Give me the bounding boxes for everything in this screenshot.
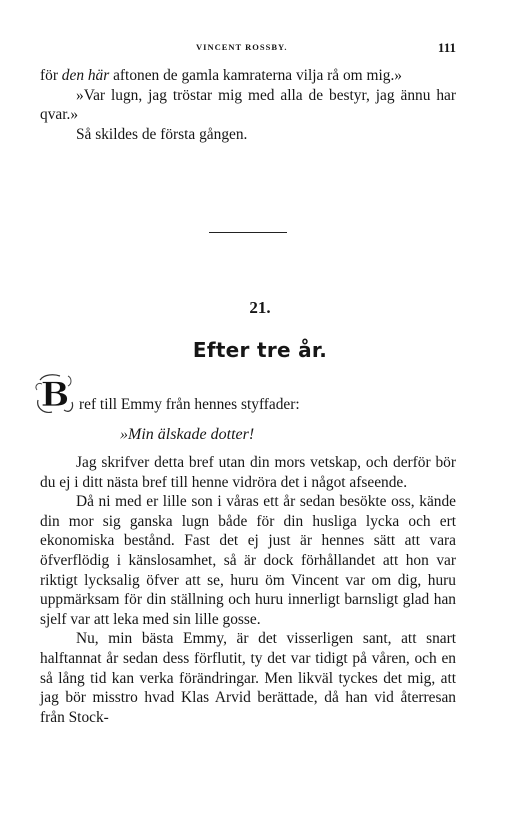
letter-intro: ref till Emmy från hennes styffader: xyxy=(79,396,300,413)
paragraph-end-of-chapter xyxy=(40,66,456,86)
letter-salutation: »Min älskade dotter! xyxy=(120,426,255,443)
page-number: 111 xyxy=(437,40,456,55)
page-header xyxy=(40,40,456,56)
section-divider xyxy=(209,232,287,233)
letter-paragraph: Nu, min bästa Emmy, är det visserligen sant, att snart halftannat år sedan dess förflutit, ty det var tidigt på våren, och en så lång tid kan verka förändringar. Men likväl tyckes det mig, att jag bör misstro hvad Klas Arvid berättade, då han vid återresan från Stock- xyxy=(40,630,456,726)
running-title: VINCENT ROSSBY. xyxy=(196,42,288,52)
letter-paragraph: Då ni med er lille son i våras ett år sedan besökte oss, kände din mor sig ganska lugn både för din husliga lycka och ert ekonomiska bestånd. Fast det ej just är hennes sätt att vara öfverflödig i känslosamhet, så är dock förhållandet att hon var riktigt lycksalig öfver att se, huru öm Vincent var om dig, huru uppmärksam för din ställning och huru innerligt barnsligt glad han sjelf var att leka med sin lille gosse. xyxy=(40,493,456,628)
chapter-title: Efter tre år. xyxy=(192,338,328,362)
letter-paragraph: Jag skrifver detta bref utan din mors vetskap, och derför bör du ej i ditt nästa bref till henne vidröra det i något afseende. xyxy=(40,454,456,491)
text-run: aftonen de gamla kamraterna vilja rå om mig.» xyxy=(109,67,402,84)
initial-letter: B xyxy=(40,375,70,415)
decorated-initial-letter xyxy=(34,370,76,418)
closing-passage xyxy=(40,66,456,144)
text-run: för xyxy=(40,67,62,84)
chapter-number: 21. xyxy=(249,298,271,317)
paragraph-parting: Så skildes de första gången. xyxy=(76,125,248,143)
emphasis-text: den här xyxy=(61,67,110,84)
paragraph-reply: »Var lugn, jag tröstar mig med alla de bestyr, jag ännu har qvar.» xyxy=(40,86,456,124)
letter-body xyxy=(40,453,456,727)
